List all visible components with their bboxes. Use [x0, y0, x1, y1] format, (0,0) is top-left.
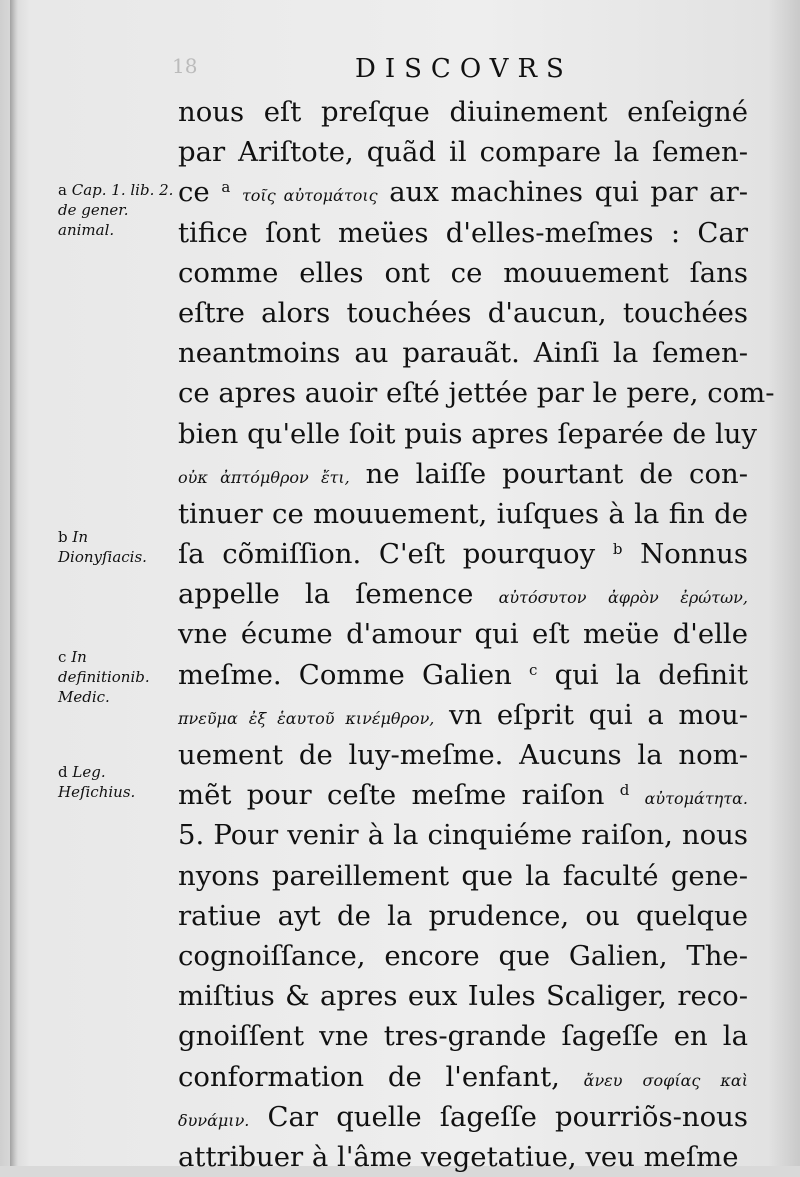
text-run: vn eſprit qui a mou- [434, 698, 748, 731]
text-run: qui la definit [537, 658, 748, 691]
text-run: ſa cõmiſſion. C'eſt pourquoy [178, 538, 613, 571]
text-line [178, 1097, 748, 1137]
footnote-marker: b [612, 540, 623, 559]
margin-note-marker: c [58, 648, 67, 666]
text-run: gnoiſſent vne tres-grande ſageſſe en la [178, 1020, 748, 1053]
text-line [178, 373, 775, 413]
text-line [178, 1016, 748, 1056]
text-run: ce [178, 176, 222, 209]
text-line [178, 253, 748, 293]
margin-note-marker: a [58, 181, 67, 199]
text-run: conformation de l'enfant, [178, 1060, 584, 1093]
margin-note-text: In Dionyſiacis. [58, 528, 147, 566]
text-line [178, 454, 748, 494]
text-line [178, 534, 748, 574]
text-run: vne écume d'amour qui eſt meüe d'elle [178, 618, 748, 651]
margin-note-c [58, 647, 178, 707]
text-line [178, 614, 748, 654]
greek-quote: αὐτόσυτον ἀφρὸν ἐρώτων, [498, 588, 748, 608]
margin-note-d [58, 762, 178, 802]
margin-note-b [58, 527, 178, 567]
text-run: nous eſt preſque diuinement enſeigné [178, 96, 748, 128]
greek-quote: δυνάμιν. [178, 1110, 250, 1130]
text-run: attribuer à l'âme vegetatiue, veu meſme [178, 1140, 739, 1173]
margin-note-text: Cap. 1. lib. 2. de gener. animal. [58, 181, 174, 239]
text-run: neantmoins au parauãt. Ainſi la ſemen- [178, 337, 748, 370]
text-line [178, 574, 748, 614]
text-line [178, 936, 748, 976]
footnote-marker: a [221, 178, 231, 197]
margin-note-a [58, 180, 178, 240]
text-line [178, 655, 748, 695]
binding-gutter [10, 0, 18, 1166]
text-run [629, 779, 644, 811]
text-run: ratiue ayt de la prudence, ou quelque [178, 899, 748, 932]
text-line [178, 815, 748, 855]
text-line [178, 856, 748, 896]
text-line [178, 414, 757, 454]
text-run: tifice ſont meües d'elles-meſmes : Car [178, 216, 748, 249]
text-run: Nonnus [622, 538, 749, 571]
page-folio: 18 [172, 54, 198, 78]
text-run: bien qu'elle ſoit puis apres ſeparée de luy [178, 417, 757, 450]
text-run: ce apres auoir eſté jettée par le pere, com- [178, 377, 775, 410]
text-run: par Ariſtote, quãd il compare la ſemen- [178, 136, 748, 169]
running-header: DISCOVRS [355, 54, 573, 84]
text-line [178, 213, 748, 253]
margin-note-marker: d [58, 763, 68, 781]
text-line [178, 1137, 748, 1177]
footnote-marker: c [529, 660, 538, 679]
text-line [178, 1057, 748, 1097]
text-run: meſme. Comme Galien [178, 658, 530, 691]
text-line [178, 775, 748, 815]
text-run: comme elles ont ce mouuement ſans [178, 256, 748, 289]
text-run: eſtre alors touchées d'aucun, touchées [178, 296, 748, 329]
text-line [178, 132, 748, 172]
text-run: Car quelle ſageſſe pourriõs-nous [249, 1100, 748, 1133]
greek-quote: οὐκ ἀπτόμθρον ἔτι, [178, 467, 350, 487]
greek-quote: ἄνευ σοφίας καὶ [583, 1070, 749, 1090]
margin-note-text: Leg. Heſichius. [58, 763, 136, 801]
text-line [178, 695, 748, 735]
text-line [178, 735, 748, 775]
greek-quote: αὐτομάτητα. [644, 789, 749, 809]
text-run: appelle la ſemence [178, 578, 499, 611]
text-run: cognoiſſance, encore que Galien, The- [178, 939, 748, 972]
text-run: mẽt pour ceſte meſme raiſon [178, 779, 620, 812]
text-line [178, 293, 748, 333]
text-run: 5. Pour venir à la cinquiéme raiſon, nous [178, 819, 748, 852]
text-run: tinuer ce mouuement, iuſques à la fin de [178, 497, 748, 530]
margin-note-marker: b [58, 528, 68, 546]
text-line [178, 976, 748, 1016]
margin-note-text: In definitionib. Medic. [58, 648, 150, 706]
body-text [178, 92, 775, 1177]
text-line [178, 172, 748, 212]
text-line [178, 92, 748, 132]
text-run: ne laiſſe pourtant de con- [349, 457, 748, 490]
text-run: aux machines qui par ar- [377, 176, 749, 209]
greek-quote: τοῖς αὐτομάτοις [241, 186, 378, 206]
greek-quote: πνεῦμα ἐξ ἑαυτοῦ κινέμθρον, [178, 708, 435, 728]
text-line [178, 494, 748, 534]
text-run [230, 176, 242, 208]
text-run: uement de luy-meſme. Aucuns la nom- [178, 739, 748, 771]
text-line [178, 333, 748, 373]
text-run: miſtius & apres eux Iules Scaliger, reco- [178, 980, 748, 1013]
text-line [178, 896, 748, 936]
footnote-marker: d [619, 781, 630, 800]
text-run: nyons pareillement que la faculté gene- [178, 859, 748, 892]
